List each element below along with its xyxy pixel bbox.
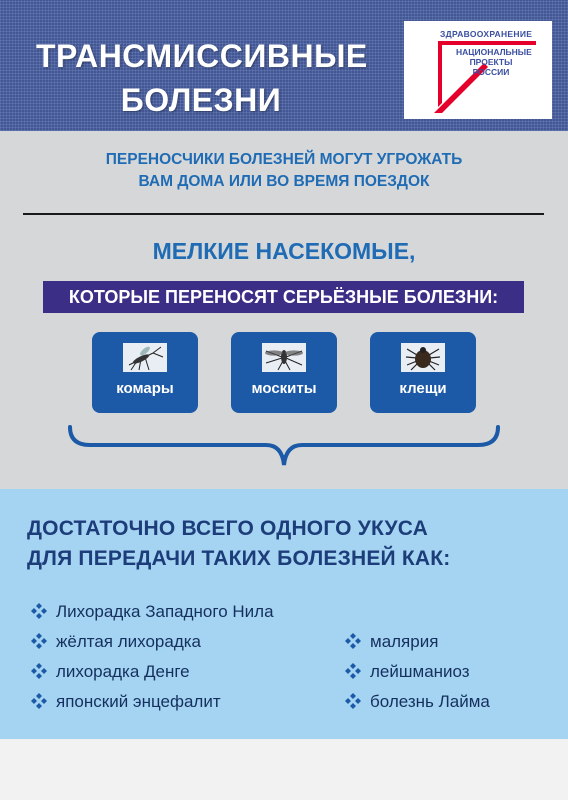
- divider: [23, 213, 544, 215]
- insect-card-sandfly: [231, 332, 337, 413]
- diamond-bullet-icon: [30, 602, 48, 620]
- header-banner: [0, 0, 568, 131]
- intro-line-1: ПЕРЕНОСЧИКИ БОЛЕЗНЕЙ МОГУТ УГРОЖАТЬ: [105, 151, 463, 168]
- disease-name: малярия: [370, 632, 439, 651]
- list-item: [30, 657, 274, 687]
- diamond-bullet-icon: [30, 632, 48, 650]
- diamond-bullet-icon: [30, 692, 48, 710]
- diamond-bullet-icon: [344, 692, 362, 710]
- diamond-bullet-icon: [344, 662, 362, 680]
- title-line-2: БОЛЕЗНИ: [120, 82, 282, 118]
- tick-icon: [401, 343, 445, 372]
- logo-text: [456, 47, 532, 77]
- page-title: [36, 34, 366, 122]
- insect-label: комары: [116, 380, 174, 397]
- diamond-bullet-icon: [344, 632, 362, 650]
- list-item: [344, 627, 490, 657]
- list-item: [30, 627, 274, 657]
- disease-name: лейшманиоз: [370, 662, 470, 681]
- insect-card-tick: [370, 332, 476, 413]
- intro-text: [40, 149, 528, 193]
- disease-name: жёлтая лихорадка: [56, 632, 201, 651]
- list-item: [344, 657, 490, 687]
- list-item: [30, 687, 274, 717]
- logo-line-1: НАЦИОНАЛЬНЫЕ: [456, 47, 532, 57]
- insect-label: москиты: [251, 380, 317, 397]
- mosquito-icon: [123, 343, 167, 372]
- insects-heading: МЕЛКИЕ НАСЕКОМЫЕ,: [152, 238, 416, 264]
- disease-name: болезнь Лайма: [370, 692, 490, 711]
- diseases-heading-line-1: ДОСТАТОЧНО ВСЕГО ОДНОГО УКУСА: [27, 517, 429, 540]
- footer-space: [0, 739, 568, 800]
- insect-card-mosquito: [92, 332, 198, 413]
- diamond-bullet-icon: [30, 662, 48, 680]
- disease-name: Лихорадка Западного Нила: [56, 602, 274, 621]
- logo-line-3: РОССИИ: [472, 67, 510, 77]
- title-line-1: ТРАНСМИССИВНЫЕ: [36, 38, 368, 74]
- diseases-heading: [27, 514, 547, 574]
- diseases-list-right: [344, 627, 490, 717]
- logo-top-text: ЗДРАВООХРАНЕНИЕ: [440, 29, 533, 39]
- logo-line-2: ПРОЕКТЫ: [469, 57, 513, 67]
- disease-name: японский энцефалит: [56, 692, 221, 711]
- intro-line-2: ВАМ ДОМА ИЛИ ВО ВРЕМЯ ПОЕЗДОК: [138, 173, 430, 190]
- sandfly-icon: [262, 343, 306, 372]
- disease-name: лихорадка Денге: [56, 662, 190, 681]
- insects-banner: КОТОРЫЕ ПЕРЕНОСЯТ СЕРЬЁЗНЫЕ БОЛЕЗНИ:: [43, 281, 524, 313]
- list-item: [30, 597, 274, 627]
- national-projects-logo: [404, 21, 552, 119]
- insect-label: клещи: [399, 380, 447, 397]
- diseases-list-left: [30, 597, 274, 717]
- curly-brace-icon: [68, 425, 500, 467]
- list-item: [344, 687, 490, 717]
- diseases-heading-line-2: ДЛЯ ПЕРЕДАЧИ ТАКИХ БОЛЕЗНЕЙ КАК:: [27, 547, 451, 570]
